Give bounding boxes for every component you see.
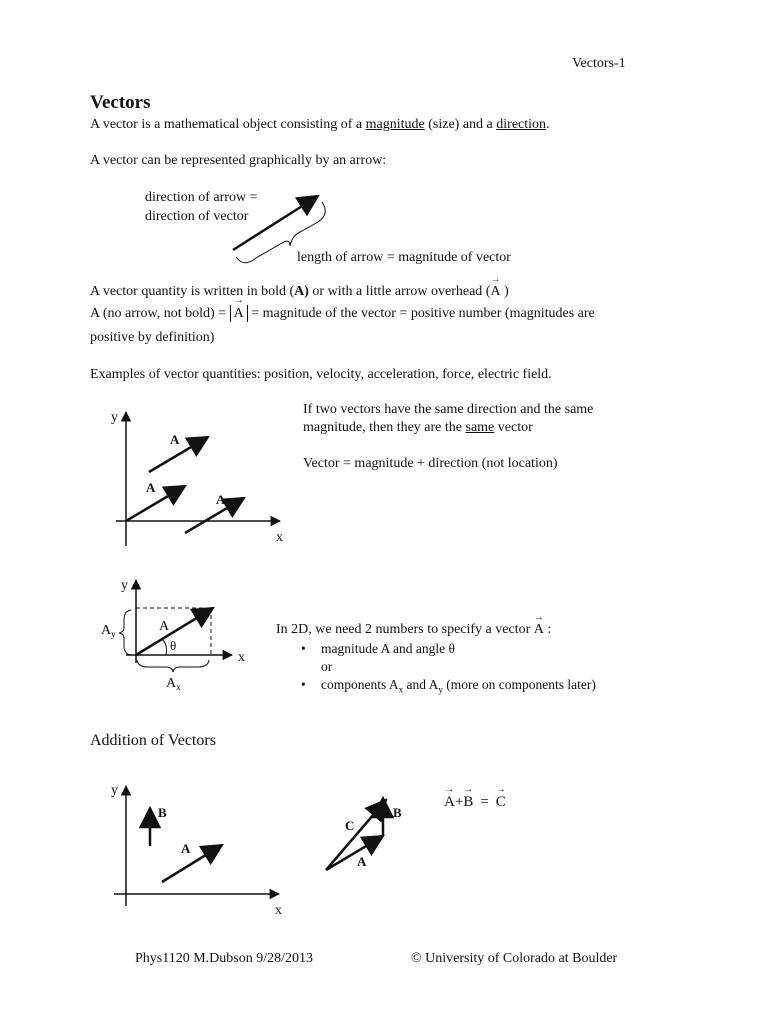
magnitude-term: magnitude [365,117,425,132]
notation-line3: positive by definition) [90,330,215,345]
label-a-top: A [170,432,180,447]
or-text: or [321,659,333,674]
bullet-components: and A [403,677,439,692]
same-vector-text: magnitude, then they are the [303,420,466,435]
page-label: Vectors-1 [572,56,626,71]
direction-label-line1: direction of arrow = [145,190,258,205]
vector-b-symbol: → B [463,794,473,811]
definition-text: . [546,117,550,132]
footer-left: Phys1120 M.Dubson 9/28/2013 [135,951,314,966]
triangle-label-b: B [393,805,402,820]
examples-text: Examples of vector quantities: position, velocity, acceleration, force, electric field. [90,367,552,382]
components-text: : [543,622,552,637]
arrow-representation-text: A vector can be represented graphically by an arrow: [90,153,387,168]
notation-text: A (no arrow, not bold) = [90,306,230,321]
triangle-label-a: A [357,854,367,869]
length-label: length of arrow = magnitude of vector [297,250,511,265]
x-axis-label: x [276,530,283,545]
notation-text: ) [500,284,509,299]
definition-text: (size) and a [424,117,497,132]
label-a-origin: A [146,480,156,495]
y-axis-label: y [111,410,118,425]
label-a: A [181,841,191,856]
vector-a-label: A [159,619,170,634]
ay-label: $A_y$ [101,623,116,639]
notation-text: or with a little arrow overhead ( [308,284,491,299]
addition-equation [444,794,506,811]
vector-definition-text: Vector = magnitude + direction (not location) [303,456,558,471]
bold-a: A) [294,284,309,299]
direction-term: direction [496,117,547,132]
subscript-x: x [398,684,404,695]
x-axis-label: x [238,650,245,665]
vector-a-symbol: → A [444,794,455,811]
addition-heading: Addition of Vectors [90,732,216,749]
vector-c-symbol: → C [496,794,506,811]
equals-sign: = [480,794,489,810]
subscript-y: y [438,684,443,695]
notation-text: = magnitude of the vector = positive number (magnitudes are [247,306,595,321]
y-axis-label: y [121,578,128,593]
bullet-components: (more on components later) [442,677,596,692]
plus-sign: + [454,794,464,810]
page-title: Vectors [90,92,151,113]
components-text: In 2D, we need 2 numbers to specify a vector [276,622,534,637]
definition-text: A vector is a mathematical object consisting of a [90,117,366,132]
vector-a-symbol: → A [534,622,544,638]
bullet-magnitude-angle: magnitude A and angle θ [321,641,455,656]
same-term: same [465,420,495,435]
vector-a-symbol: → A [234,305,244,322]
same-vector-text: vector [494,420,533,435]
triangle-vector-a [326,836,383,870]
triangle-vector-c [326,800,386,870]
y-axis-label: y [111,783,118,798]
vector-a-symbol: → A [490,284,500,300]
label-a-right: A [216,492,226,507]
footer-right: © University of Colorado at Boulder [411,951,618,966]
label-b: B [158,805,167,820]
x-axis-label: x [275,903,282,918]
same-vector-text-line1: If two vectors have the same direction and the same [303,402,594,417]
vector-a [162,845,222,882]
triangle-label-c: C [345,818,355,833]
theta-label: θ [170,638,177,653]
ax-label: $A_x$ [166,676,181,692]
notation-text: A vector quantity is written in bold ( [90,284,295,299]
bullet-components: components A [321,677,399,692]
direction-label-line2: direction of vector [145,209,249,224]
